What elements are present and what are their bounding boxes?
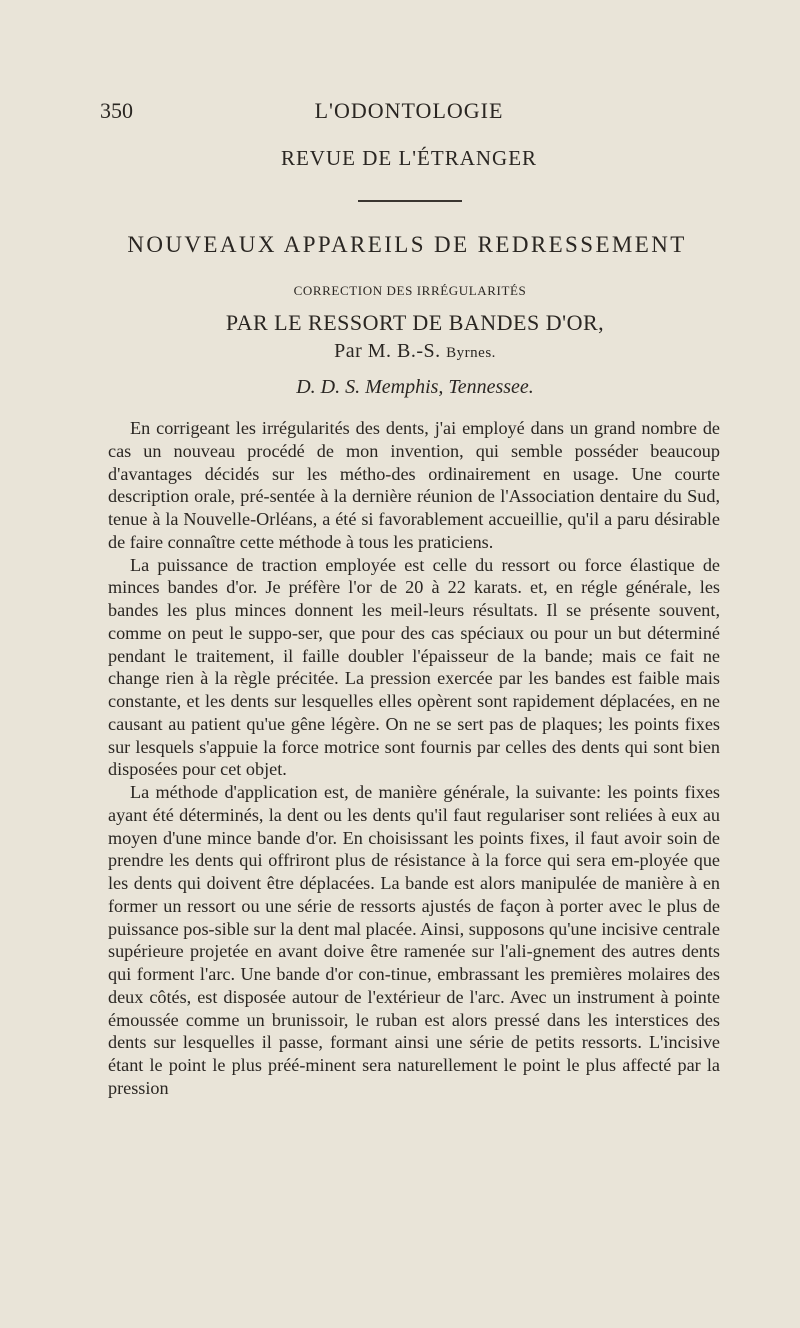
article-title: NOUVEAUX APPAREILS DE REDRESSEMENT <box>127 232 687 257</box>
body-paragraph: La méthode d'application est, de manière générale, la suivante: les points fixes ayant été déterminés, la dent ou les dents qu'il faut regulariser sont reliées à eux au moyen d'une mince bande d'or. En choisissant les points fixes, il faut avoir soin de prendre les dents qui offriront plus de résistance à la force qui sera em-ployée que les dents qui doivent être déplacées. La bande est alors manipulée de manière à en former un ressort ou une série de ressorts ajustés de façon à porter avec le plus de puissance pos-sible sur la dent mal placée. Ainsi, supposons qu'une incisive centrale supérieure projetée en avant doive être ramenée sur l'ali-gnement des autres dents qui forment l'arc. Une bande d'or con-tinue, embrassant les premières molaires des deux côtés, est disposée autour de l'extérieur de l'arc. Avec un instrument à pointe émoussée comme un brunissoir, le ruban est alors pressé dans les interstices des dents sur lesquelles il passe, formant ainsi une série de petits ressorts. L'incisive étant le point le plus préé-minent sera naturellement le point le plus affecté par la pression <box>108 782 720 1098</box>
author-prefix: Par M. B.-S. <box>334 340 441 362</box>
article-subtitle-small: CORRECTION DES IRRÉGULARITÉS <box>293 283 527 298</box>
author-affiliation: D. D. S. Memphis, Tennessee. <box>296 376 534 398</box>
running-head: L'ODONTOLOGIE <box>314 98 504 123</box>
article-body <box>108 417 720 1100</box>
section-title: REVUE DE L'ÉTRANGER <box>280 146 538 170</box>
page-number: 350 <box>100 98 133 123</box>
author-line <box>0 340 800 363</box>
separator-rule <box>358 200 462 202</box>
author-name: Byrnes. <box>446 345 496 361</box>
article-subtitle: PAR LE RESSORT DE BANDES D'OR, <box>225 310 605 335</box>
body-paragraph: La puissance de traction employée est celle du ressort ou force élastique de minces bandes d'or. Je préfère l'or de 20 à 22 karats. et, en régle générale, les bandes les plus minces donnent les meil-leurs résultats. Il se présente souvent, comme on peut le suppo-ser, que pour des cas spéciaux ou pour un but déterminé pendant le traitement, il faille doubler l'épaisseur de la bande; mais ce fait ne change rien à la règle précitée. La pression exercée par les bandes est faible mais constante, et les dents sur lesquelles elles opèrent sont rapidement déplacées, en ne causant au patient qu'ue gêne légère. On ne se sert pas de plaques; les points fixes sur lesquels s'appuie la force motrice sont fournis par celles des dents qui sont bien disposées pour cet objet. <box>108 554 720 780</box>
body-paragraph: En corrigeant les irrégularités des dents, j'ai employé dans un grand nombre de cas un nouveau procédé de mon invention, qui semble posséder beaucoup d'avantages décidés sur les métho-des ordinairement en usage. Une courte description orale, pré-sentée à la dernière réunion de l'Association dentaire du Sud, tenue à la Nouvelle-Orléans, a été si favorablement accueillie, qu'il a paru désirable de faire connaître cette méthode à tous les praticiens. <box>108 418 720 552</box>
